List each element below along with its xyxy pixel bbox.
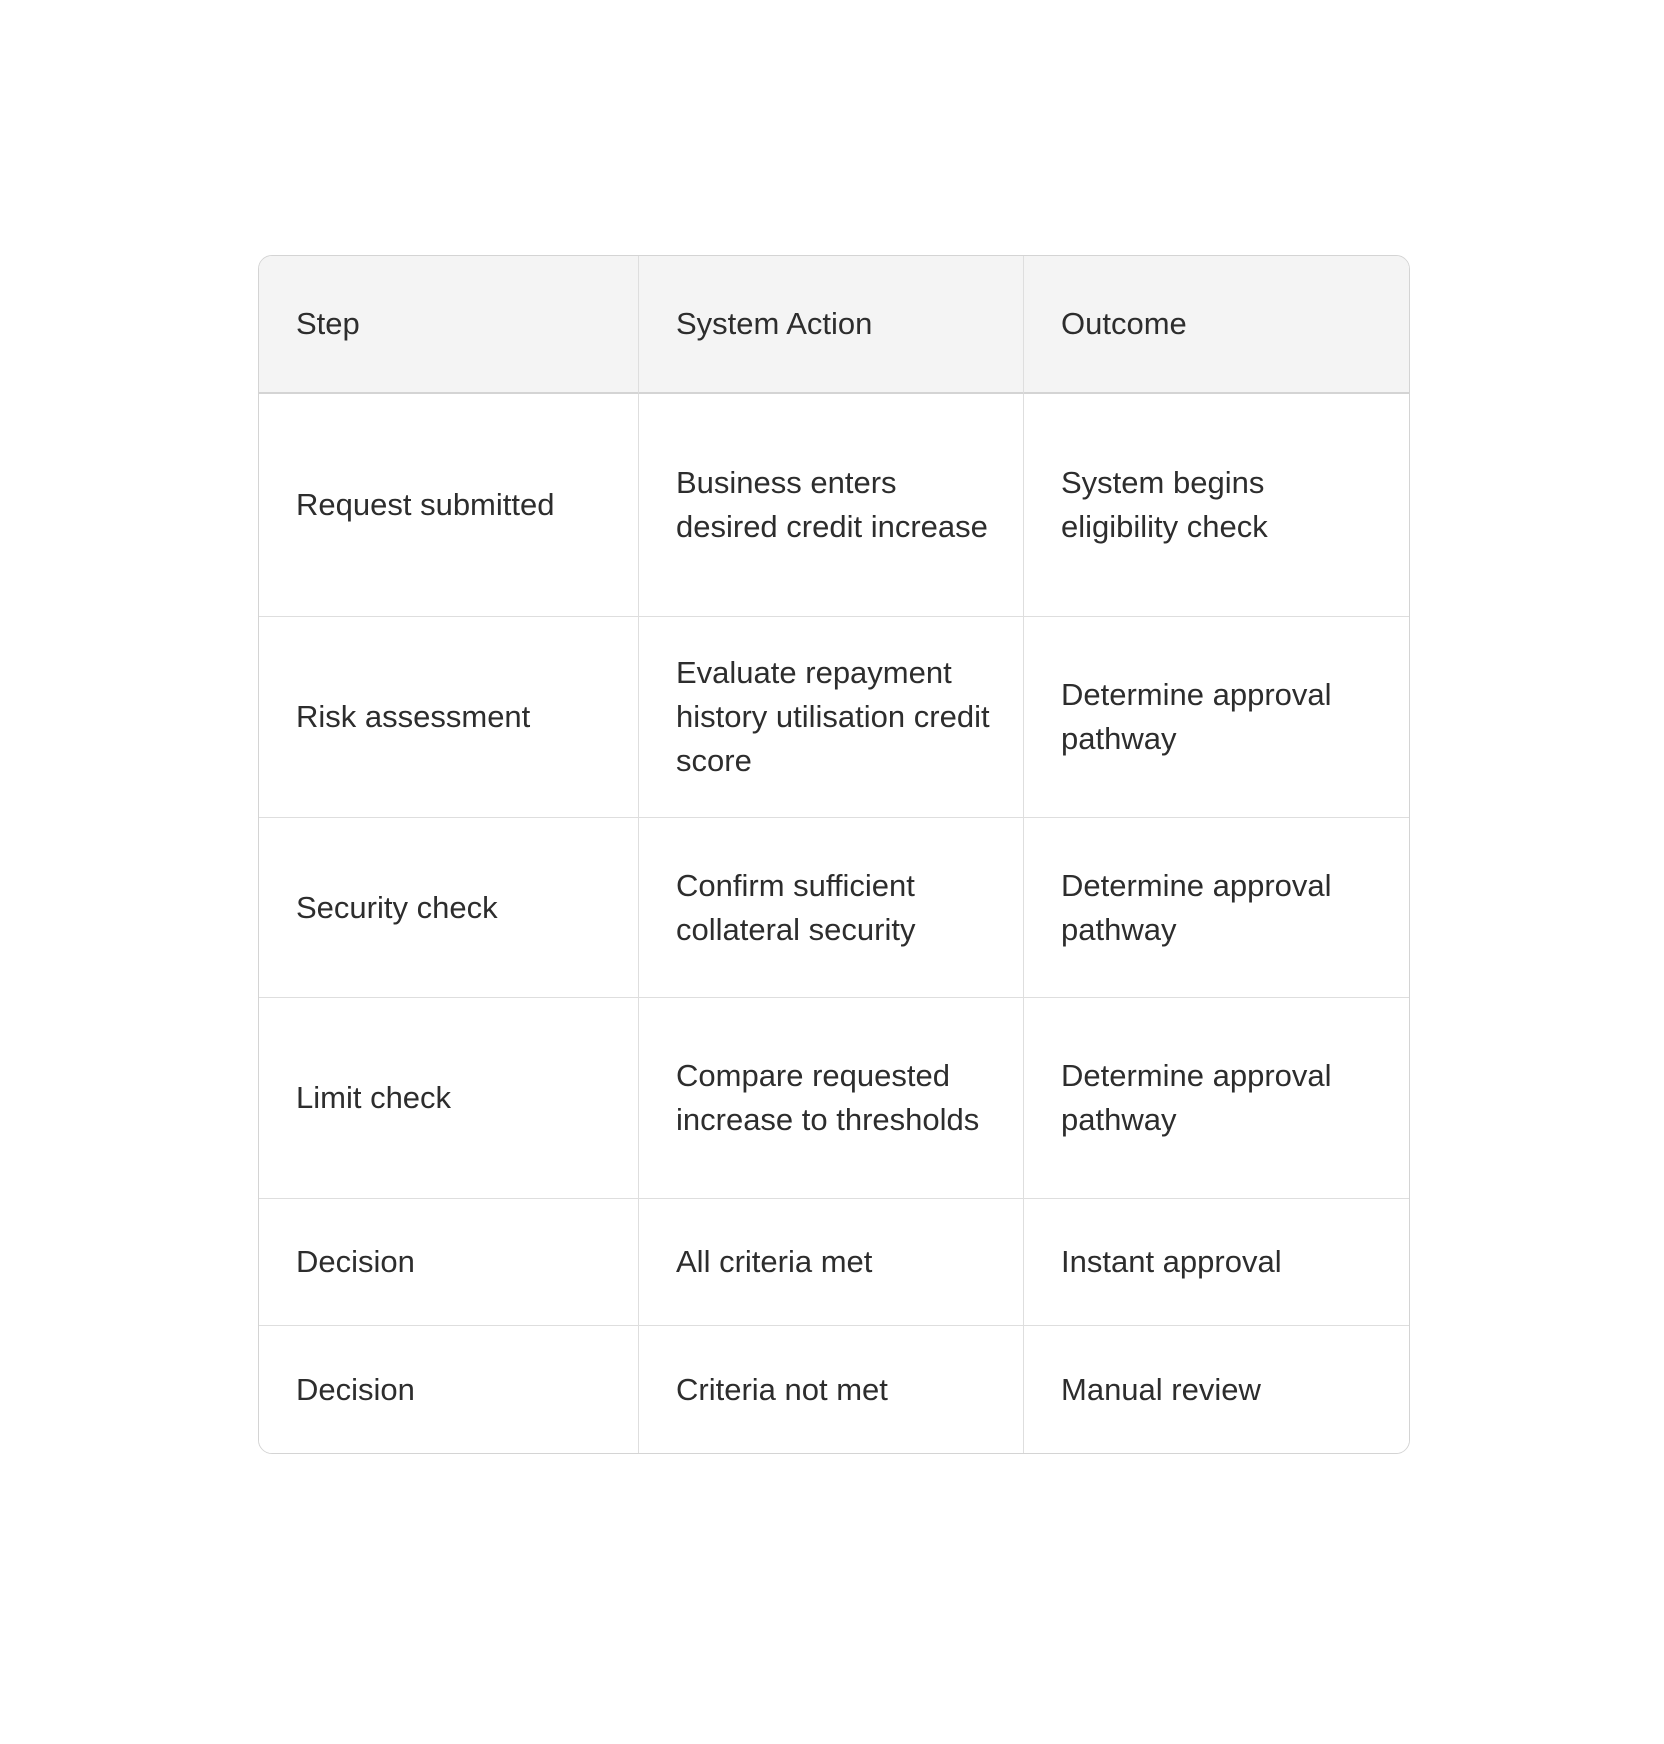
cell-outcome [1024,1326,1409,1453]
table-row [259,1199,1409,1326]
cell-outcome [1024,394,1409,617]
cell-system-action-text: Confirm sufficient collateral security [676,867,916,947]
cell-step [259,818,639,998]
table-row [259,1326,1409,1453]
cell-step-text: Decision [296,1371,415,1407]
cell-outcome-text: Determine approval pathway [1061,677,1332,757]
cell-system-action-text: All criteria met [676,1244,873,1279]
cell-step-text: Decision [296,1244,415,1279]
process-steps-table [258,255,1410,1454]
table-body [259,394,1409,1453]
cell-system-action [639,998,1024,1199]
cell-system-action [639,1199,1024,1326]
cell-system-action-text: Criteria not met [676,1371,888,1407]
cell-system-action [639,818,1024,998]
cell-step-text: Risk assessment [296,699,531,734]
cell-step [259,617,639,818]
cell-outcome [1024,1199,1409,1326]
cell-outcome-text: Determine approval pathway [1061,1058,1332,1138]
cell-system-action [639,617,1024,818]
table-header-row [259,256,1409,394]
cell-system-action-text: Business enters desired credit increase [676,465,988,545]
column-header-outcome [1024,256,1409,394]
cell-step-text: Request submitted [296,487,555,522]
cell-step [259,1199,639,1326]
cell-system-action-text: Evaluate repayment history utilisation credit score [676,654,990,779]
column-header-system-action-label: System Action [676,306,873,341]
cell-outcome-text: Instant approval [1061,1244,1282,1279]
cell-step [259,1326,639,1453]
cell-step-text: Limit check [296,1080,452,1115]
table-row [259,818,1409,998]
column-header-step-label: Step [296,306,360,341]
cell-system-action [639,1326,1024,1453]
table-row [259,998,1409,1199]
column-header-system-action [639,256,1024,394]
cell-outcome [1024,998,1409,1199]
table-header [259,256,1409,394]
cell-outcome [1024,617,1409,818]
cell-outcome [1024,818,1409,998]
cell-outcome-text: Manual review [1061,1371,1261,1407]
column-header-outcome-label: Outcome [1061,306,1187,341]
table-row [259,617,1409,818]
table-row [259,394,1409,617]
cell-system-action [639,394,1024,617]
table-container [258,255,1408,1454]
cell-outcome-text: System begins eligibility check [1061,465,1268,545]
cell-step [259,394,639,617]
cell-outcome-text: Determine approval pathway [1061,867,1332,947]
cell-system-action-text: Compare requested increase to thresholds [676,1058,980,1138]
cell-step [259,998,639,1199]
column-header-step [259,256,639,394]
cell-step-text: Security check [296,889,498,925]
